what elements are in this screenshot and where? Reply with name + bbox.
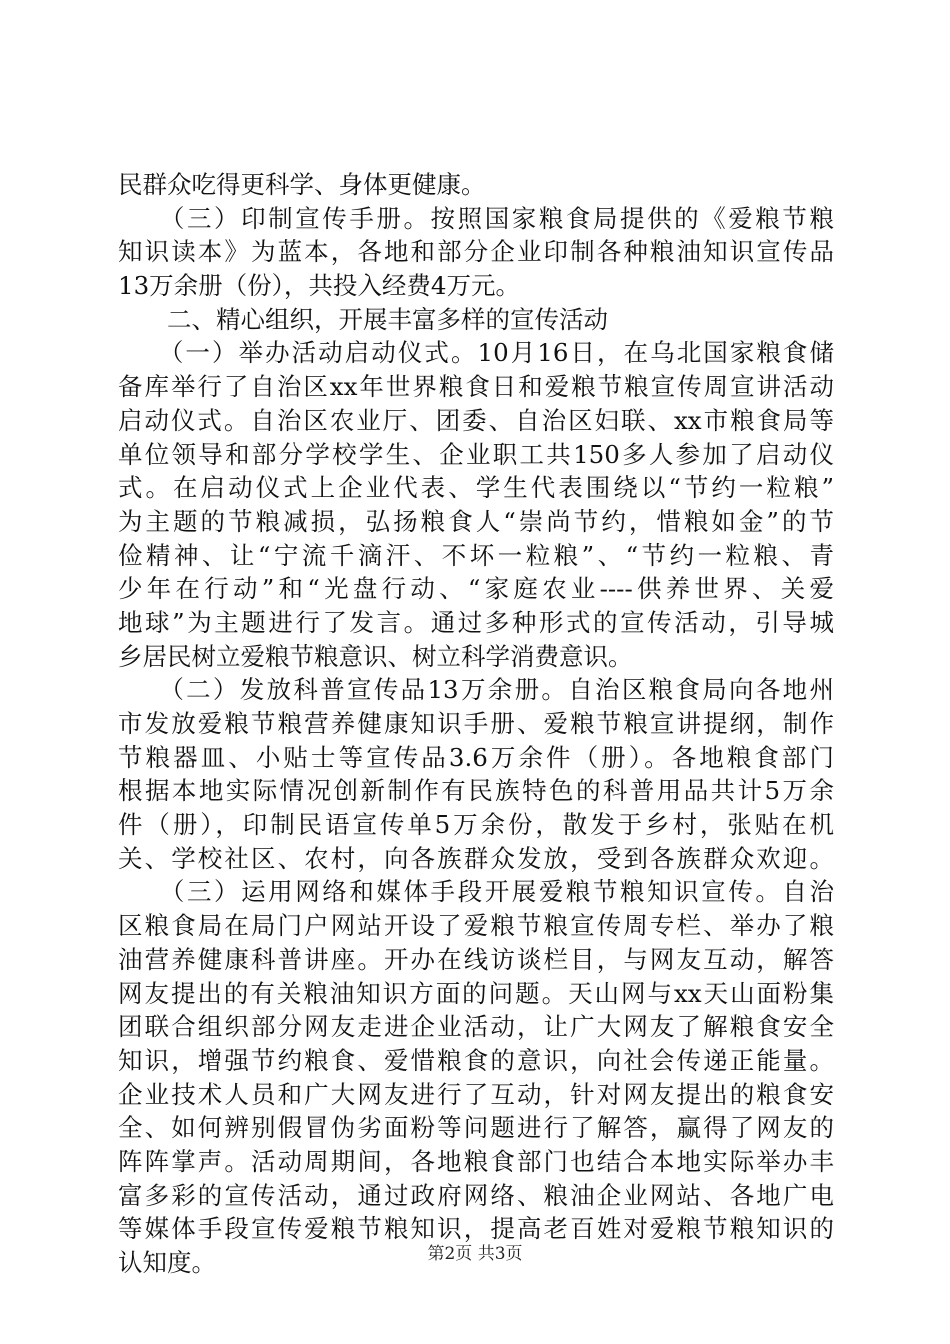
text-line: 少年在行动”和“光盘行动、“家庭农业----供养世界、关爱 [118, 574, 834, 604]
text-line: （二）发放科普宣传品13万余册。自治区粮食局向各地州 [118, 675, 834, 705]
text-line: 全、如何辨别假冒伪劣面粉等问题进行了解答，赢得了网友的 [118, 1113, 834, 1143]
text-line: （三）运用网络和媒体手段开展爱粮节粮知识宣传。自治 [118, 877, 834, 907]
text-line: 为主题的节粮减损，弘扬粮食人“崇尚节约，惜粮如金”的节 [118, 506, 834, 536]
text-line: 关、学校社区、农村，向各族群众发放，受到各族群众欢迎。 [118, 843, 834, 873]
text-line: 俭精神、让“宁流千滴汗、不坏一粒粮”、“节约一粒粮、青 [118, 540, 834, 570]
text-line: 油营养健康科普讲座。开办在线访谈栏目，与网友互动，解答 [118, 944, 834, 974]
text-line: 等媒体手段宣传爱粮节粮知识，提高老百姓对爱粮节粮知识的 [118, 1214, 834, 1244]
text-line: 节粮器皿、小贴士等宣传品3.6万余件（册）。各地粮食部门 [118, 742, 834, 772]
text-line: 知识，增强节约粮食、爱惜粮食的意识，向社会传递正能量。 [118, 1045, 834, 1075]
text-line: 乡居民树立爱粮节粮意识、树立科学消费意识。 [118, 641, 633, 671]
text-line: 单位领导和部分学校学生、企业职工共150多人参加了启动仪 [118, 439, 834, 469]
text-line: 式。在启动仪式上企业代表、学生代表围绕以“节约一粒粮” [118, 473, 834, 503]
text-line: 民群众吃得更科学、身体更健康。 [118, 170, 486, 199]
text-line: 件（册），印制民语宣传单5万余份，散发于乡村，张贴在机 [118, 810, 834, 840]
text-line: （一）举办活动启动仪式。10月16日，在乌北国家粮食储 [118, 338, 834, 368]
text-line: 阵阵掌声。活动周期间，各地粮食部门也结合本地实际举办丰 [118, 1146, 834, 1176]
text-line: 网友提出的有关粮油知识方面的问题。天山网与xx天山面粉集 [118, 978, 834, 1008]
text-line: 地球”为主题进行了发言。通过多种形式的宣传活动，引导城 [118, 607, 834, 637]
text-line: 团联合组织部分网友走进企业活动，让广大网友了解粮食安全 [118, 1012, 834, 1042]
text-line: （三）印制宣传手册。按照国家粮食局提供的《爱粮节粮 [118, 203, 834, 233]
text-line: 知识读本》为蓝本，各地和部分企业印制各种粮油知识宣传品 [118, 237, 834, 267]
text-line: 13万余册（份），共投入经费4万元。 [118, 271, 521, 301]
text-line: 区粮食局在局门户网站开设了爱粮节粮宣传周专栏、举办了粮 [118, 911, 834, 941]
text-line: 根据本地实际情况创新制作有民族特色的科普用品共计5万余 [118, 776, 834, 806]
document-body [118, 168, 834, 1280]
text-line: 启动仪式。自治区农业厅、团委、自治区妇联、xx市粮食局等 [118, 405, 834, 435]
page-footer: 第2页 共3页 [427, 1244, 523, 1264]
text-line: 企业技术人员和广大网友进行了互动，针对网友提出的粮食安 [118, 1079, 834, 1109]
text-line: 二、精心组织，开展丰富多样的宣传活动 [118, 304, 608, 334]
text-line: 市发放爱粮节粮营养健康知识手册、爱粮节粮宣讲提纲，制作 [118, 709, 834, 738]
text-line: 富多彩的宣传活动，通过政府网络、粮油企业网站、各地广电 [118, 1180, 834, 1210]
text-line: 认知度。 [118, 1248, 216, 1277]
text-line: 备库举行了自治区xx年世界粮食日和爱粮节粮宣传周宣讲活动 [118, 372, 834, 402]
